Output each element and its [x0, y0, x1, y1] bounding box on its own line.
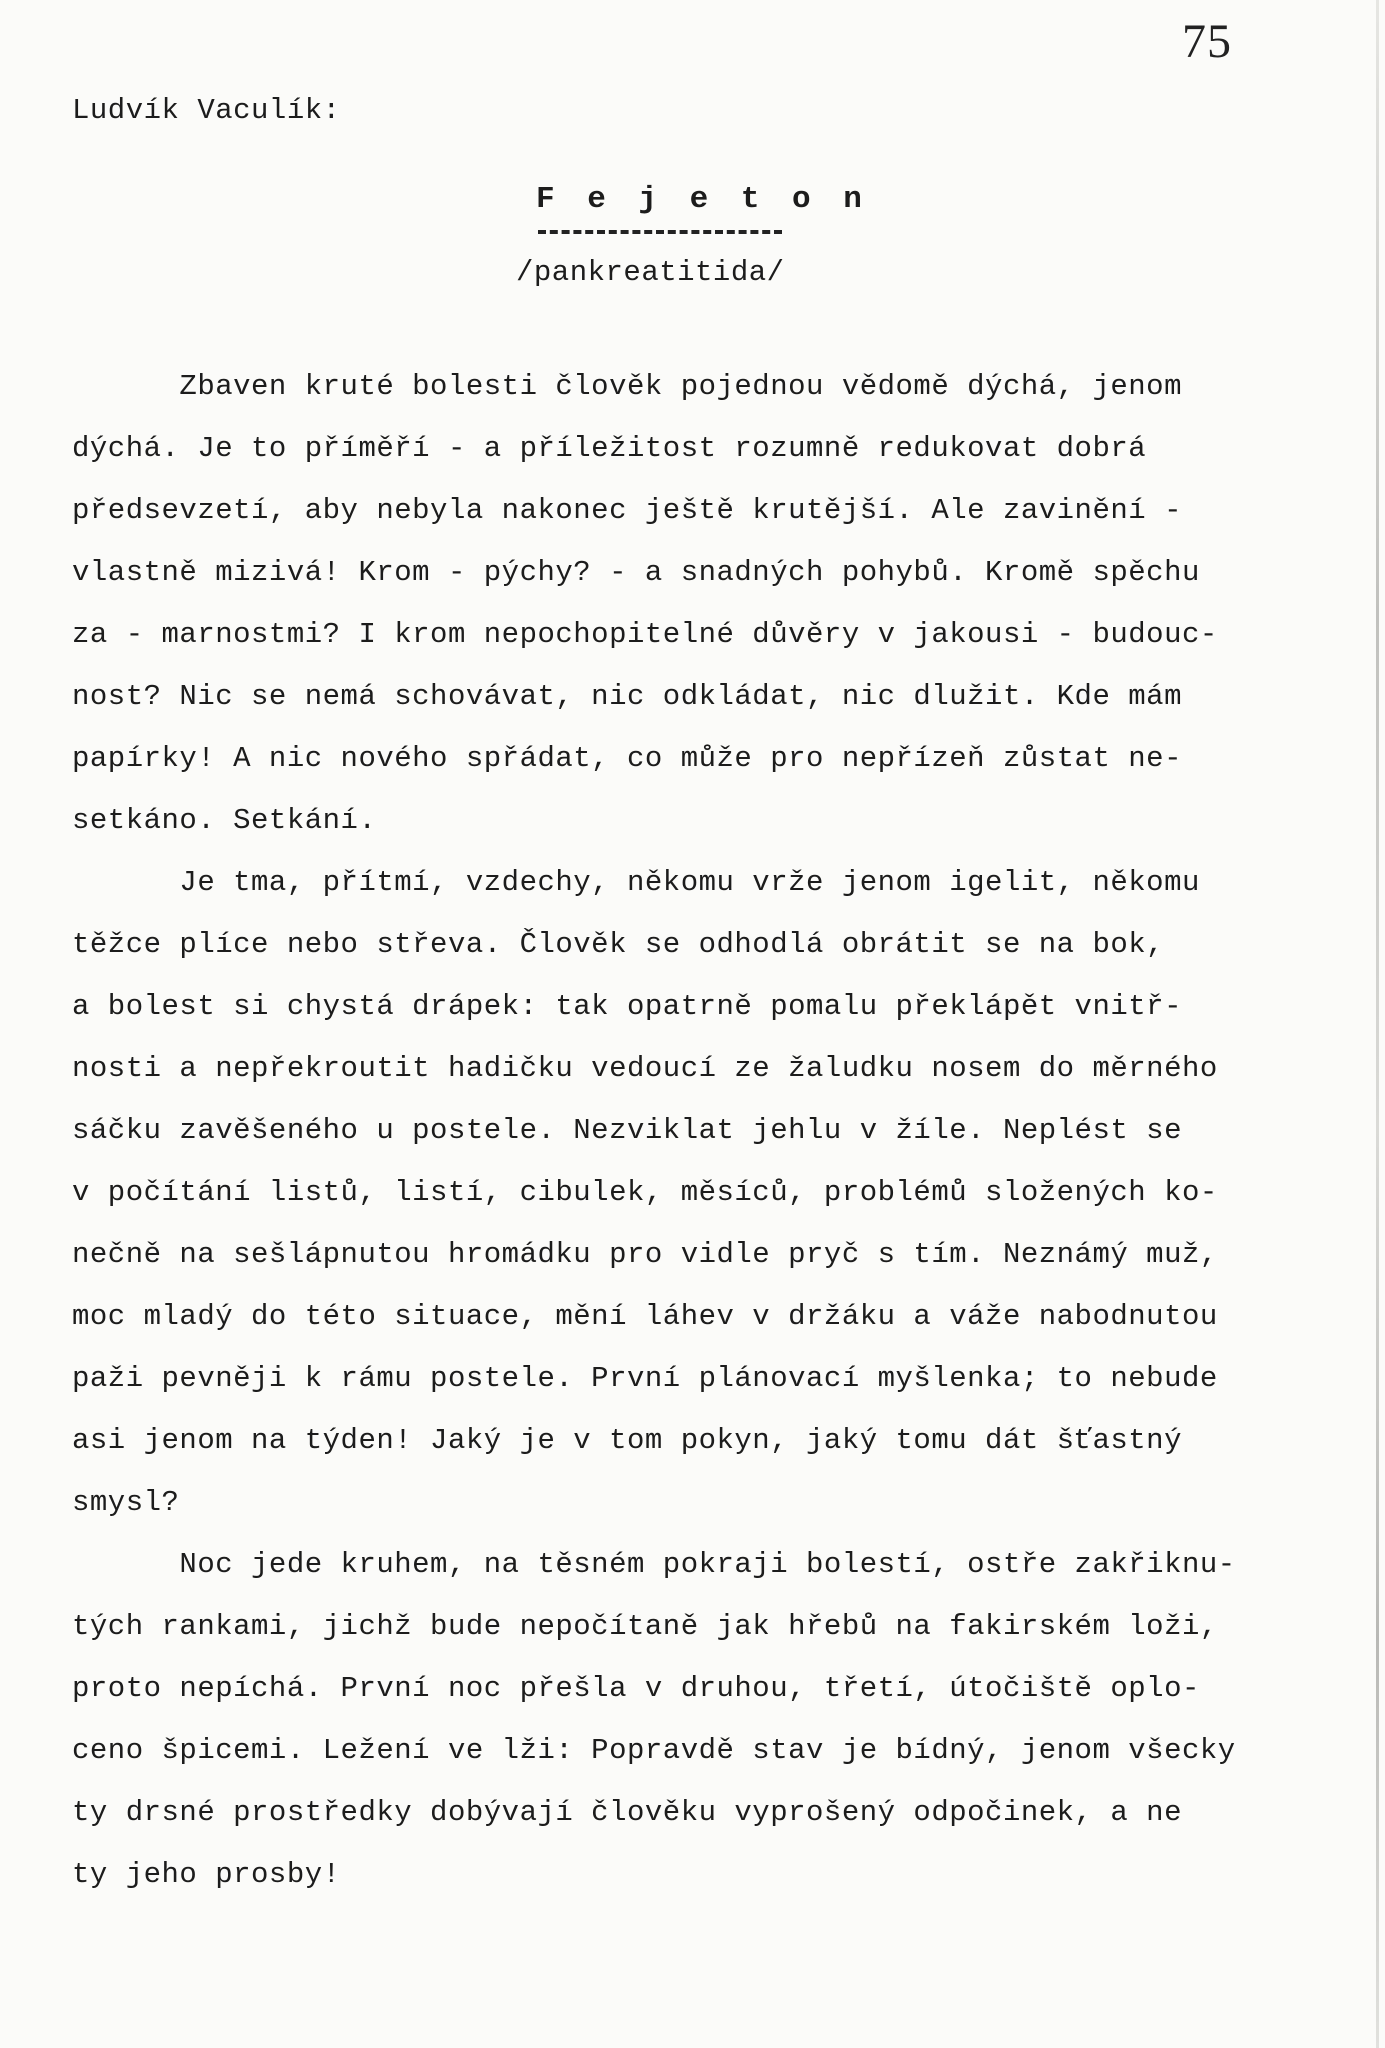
document-title: F e j e t o n	[536, 182, 869, 217]
document-subtitle: /pankreatitida/	[516, 256, 785, 289]
scan-edge-shadow	[1376, 0, 1379, 2048]
text-line: paži pevněji k rámu postele. První plánovací myšlenka; to nebude	[72, 1362, 1218, 1395]
text-line: za - marnostmi? I krom nepochopitelné důvěry v jakousi - budouc-	[72, 618, 1218, 651]
text-line: moc mladý do této situace, mění láhev v držáku a váže nabodnutou	[72, 1300, 1218, 1333]
text-line: dýchá. Je to příměří - a příležitost rozumně redukovat dobrá	[72, 432, 1147, 465]
text-line: a bolest si chystá drápek: tak opatrně pomalu překlápět vnitř-	[72, 990, 1182, 1023]
text-line: proto nepíchá. První noc přešla v druhou, třetí, útočiště oplo-	[72, 1672, 1200, 1705]
text-line: setkáno. Setkání.	[72, 804, 377, 837]
paragraph-1	[72, 356, 1287, 852]
text-line: asi jenom na týden! Jaký je v tom pokyn, jaký tomu dát šťastný	[72, 1424, 1182, 1457]
text-line: Je tma, přítmí, vzdechy, někomu vrže jenom igelit, někomu	[72, 866, 1200, 899]
article-body	[72, 356, 1287, 1906]
text-line: vlastně mizivá! Krom - pýchy? - a snadných pohybů. Kromě spěchu	[72, 556, 1200, 589]
text-line: v počítání listů, listí, cibulek, měsíců, problémů složených ko-	[72, 1176, 1218, 1209]
page-number: 75	[1182, 15, 1232, 68]
text-line: sáčku zavěšeného u postele. Nezviklat jehlu v žíle. Neplést se	[72, 1114, 1182, 1147]
text-line: ty drsné prostředky dobývají člověku vyprošený odpočinek, a ne	[72, 1796, 1182, 1829]
title-underline	[538, 230, 782, 234]
author-name: Ludvík Vaculík:	[72, 94, 341, 127]
text-line: Noc jede kruhem, na těsném pokraji bolestí, ostře zakřiknu-	[72, 1548, 1236, 1581]
text-line: nosti a nepřekroutit hadičku vedoucí ze žaludku nosem do měrného	[72, 1052, 1218, 1085]
text-line: nost? Nic se nemá schovávat, nic odkládat, nic dlužit. Kde mám	[72, 680, 1182, 713]
text-line: tých rankami, jichž bude nepočítaně jak hřebů na fakirském loži,	[72, 1610, 1218, 1643]
text-line: těžce plíce nebo střeva. Člověk se odhodlá obrátit se na bok,	[72, 928, 1165, 961]
paragraph-3	[72, 1534, 1287, 1906]
text-line: smysl?	[72, 1486, 180, 1519]
paragraph-2	[72, 852, 1287, 1534]
text-line: papírky! A nic nového spřádat, co může pro nepřízeň zůstat ne-	[72, 742, 1182, 775]
text-line: předsevzetí, aby nebyla nakonec ještě krutější. Ale zavinění -	[72, 494, 1182, 527]
text-line: Zbaven kruté bolesti člověk pojednou vědomě dýchá, jenom	[72, 370, 1182, 403]
text-line: ceno špicemi. Ležení ve lži: Popravdě stav je bídný, jenom všecky	[72, 1734, 1236, 1767]
text-line: ty jeho prosby!	[72, 1858, 341, 1891]
text-line: nečně na sešlápnutou hromádku pro vidle pryč s tím. Neznámý muž,	[72, 1238, 1218, 1271]
